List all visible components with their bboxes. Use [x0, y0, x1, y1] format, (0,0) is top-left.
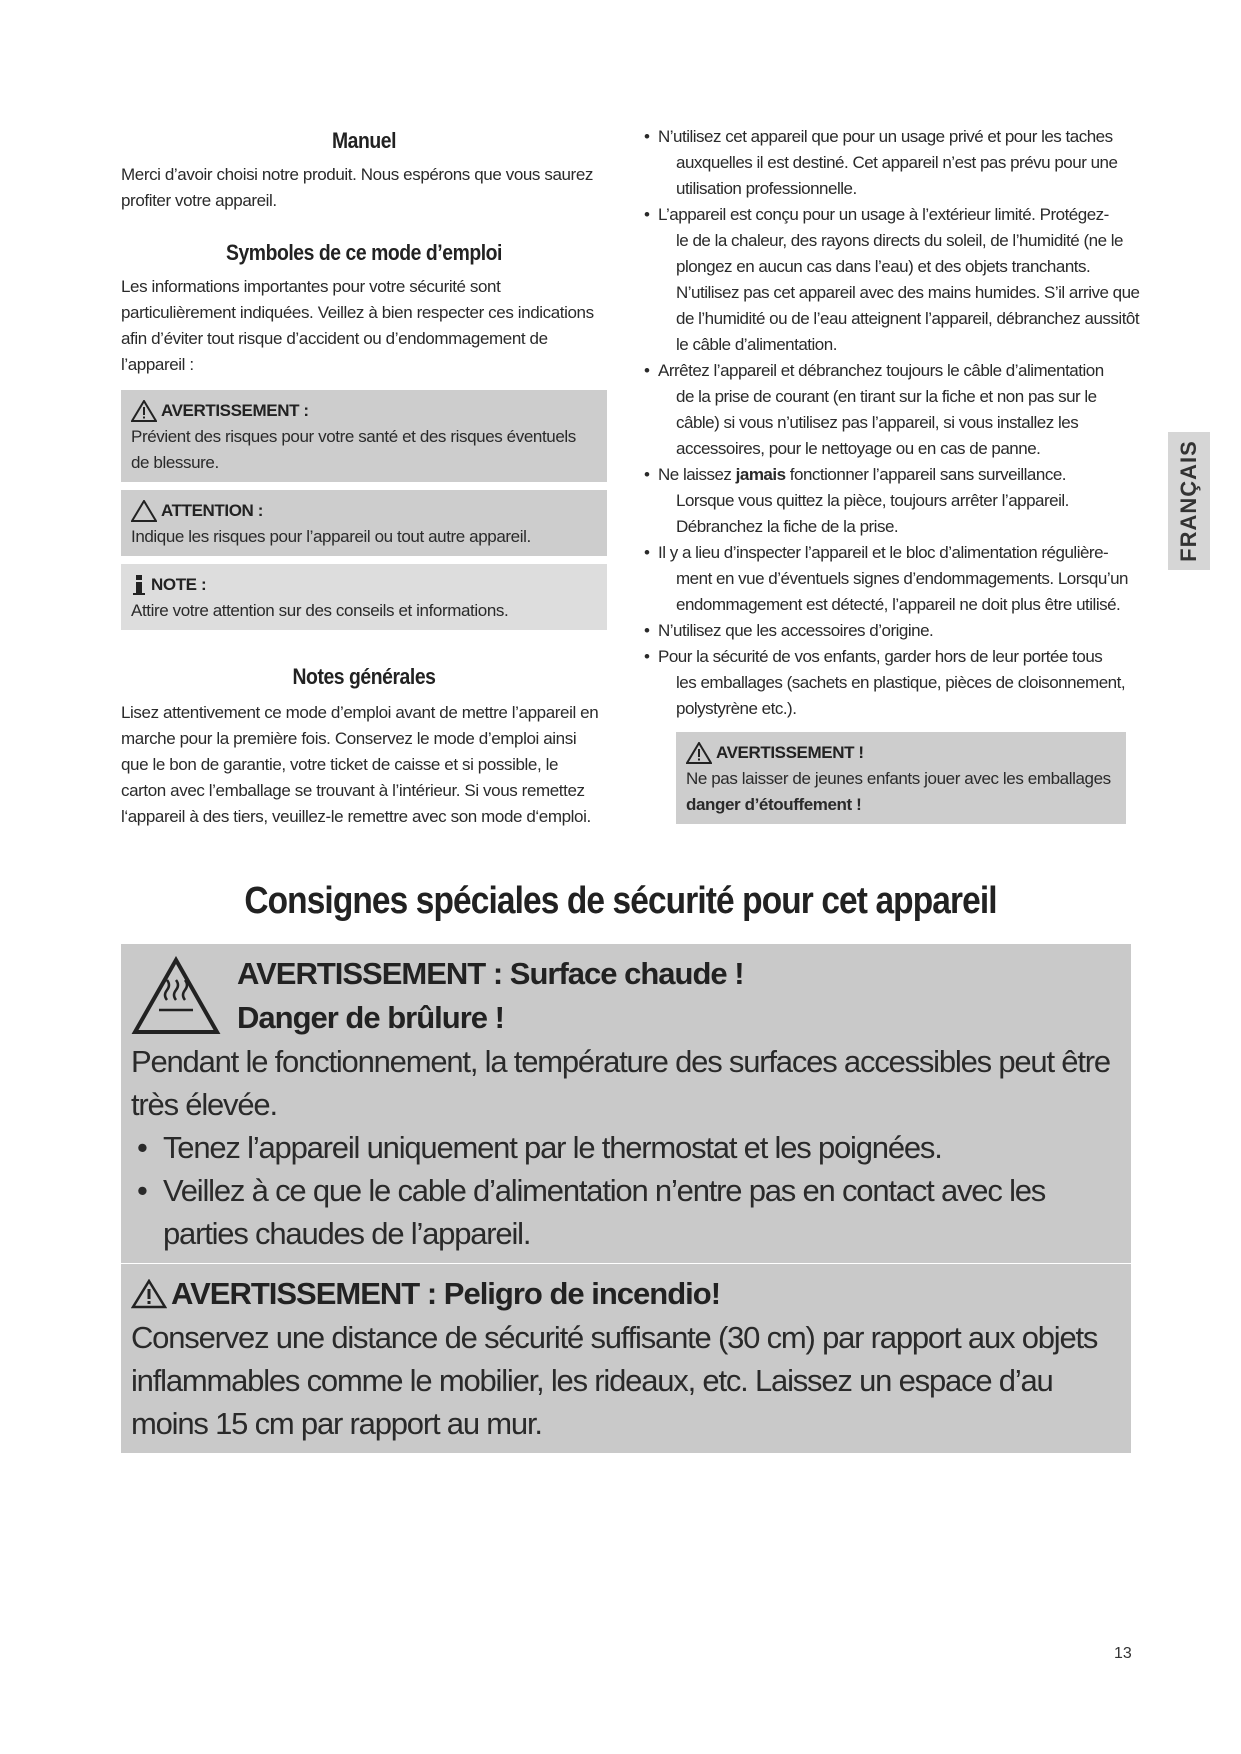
fire-warning-box	[121, 1264, 1131, 1453]
packaging-warning-text: Ne pas laisser de jeunes enfants jouer avec les emballages	[686, 769, 1111, 788]
hot-surface-head: AVERTISSEMENT : Surface chaude !	[237, 956, 744, 991]
left-column	[121, 128, 607, 830]
page-number: 13	[1114, 1645, 1132, 1662]
manual-title: Manuel	[331, 128, 397, 153]
attention-triangle-icon	[131, 500, 157, 522]
hot-surface-icon	[131, 956, 221, 1036]
burn-danger-head: Danger de brûlure !	[237, 1000, 504, 1035]
general-notes-text: Lisez attentivement ce mode d’emploi avant de mettre l’appareil en marche pour la première fois. Conservez le mode d’emploi ainsi que le bon de garantie, votre ticket de caisse et si possible, le carton avec l’emballage se trouvant à l’intérieur. Si vous remettez l‘appareil à des tiers, veuillez-le remettre avec son mode d‘emploi.	[121, 703, 599, 826]
packaging-warning-box	[676, 732, 1126, 824]
info-icon	[131, 574, 147, 596]
symbols-text: Les informations importantes pour votre sécurité sont particulièrement indiquées. Veillez à bien respecter ces indications afin d’éviter tout risque d’accident ou d’endommagement de l’appareil :	[121, 277, 594, 374]
warning-triangle-icon	[131, 400, 157, 422]
list-item: • Pour la sécurité de vos enfants, garder hors de leur portée tous les emballages (sachets en plastique, pièces de cloisonnement, polystyrène etc.).	[644, 647, 1126, 718]
fire-warning-head: AVERTISSEMENT : Peligro de incendio!	[171, 1276, 721, 1311]
warning-text: Prévient des risques pour votre santé et des risques éventuels de blessure.	[131, 427, 576, 472]
note-text: Attire votre attention sur des conseils et informations.	[131, 601, 509, 620]
general-notes-title: Notes générales	[292, 664, 436, 689]
language-label: FRANÇAIS	[1176, 440, 1202, 562]
note-box	[121, 564, 607, 630]
list-item: • Veillez à ce que le cable d’alimentation n’entre pas en contact avec les parties chaudes de l’appareil.	[137, 1173, 1046, 1251]
packaging-warning-head: AVERTISSEMENT !	[716, 743, 864, 762]
hot-surface-text: Pendant le fonctionnement, la température des surfaces accessibles peut être très élevée.	[131, 1044, 1110, 1122]
warning-head: AVERTISSEMENT :	[161, 401, 309, 420]
attention-head: ATTENTION :	[161, 501, 263, 520]
list-item: • Tenez l’appareil uniquement par le thermostat et les poignées.	[137, 1130, 942, 1165]
manual-text: Merci d’avoir choisi notre produit. Nous espérons que vous saurez profiter votre appareil.	[121, 165, 593, 210]
symbols-title: Symboles de ce mode d’emploi	[225, 240, 503, 265]
attention-box	[121, 490, 607, 556]
list-item: • Arrêtez l’appareil et débranchez toujours le câble d’alimentation de la prise de courant (en tirant sur la fiche et non pas sur le câble) si vous n’utilisez pas l’appareil, si vous installez les accessoires, pour le nettoyage ou en cas de panne.	[644, 361, 1104, 458]
hot-surface-box	[121, 944, 1131, 1263]
language-tab	[1168, 432, 1210, 570]
list-item: • N’utilisez cet appareil que pour un usage privé et pour les taches auxquelles il est destiné. Cet appareil n’est pas prévu pour une utilisation professionnelle.	[644, 127, 1118, 198]
note-head: NOTE :	[151, 575, 207, 594]
list-item: • N’utilisez que les accessoires d’origine.	[644, 621, 934, 640]
list-item: • Ne laissez jamais fonctionner l’appareil sans surveillance. Lorsque vous quittez la pièce, toujours arrêter l’appareil. Débranchez la fiche de la prise.	[644, 465, 1069, 536]
safety-title: Consignes spéciales de sécurité pour cet appareil	[244, 880, 997, 922]
right-column	[640, 128, 1140, 824]
warning-triangle-icon	[131, 1279, 167, 1309]
attention-text: Indique les risques pour l’appareil ou tout autre appareil.	[131, 527, 531, 546]
warning-box	[121, 390, 607, 482]
fire-warning-text: Conservez une distance de sécurité suffisante (30 cm) par rapport aux objets inflammables comme le mobilier, les rideaux, etc. Laissez un espace d’au moins 15 cm par rapport au mur.	[131, 1320, 1098, 1441]
list-item: • Il y a lieu d’inspecter l’appareil et le bloc d’alimentation régulière- ment en vue d’éventuels signes d’endommagements. Lorsqu’un endommagement est détecté, l’appareil ne doit plus être utilisé.	[644, 543, 1129, 614]
list-item: • L’appareil est conçu pour un usage à l’extérieur limité. Protégez- le de la chaleur, des rayons directs du soleil, de l’humidité (ne le plongez en aucun cas dans l’eau) et des objets tranchants. N’utilisez pas cet appareil avec des mains humides. S’il arrive que de l’humidité ou de l’eau atteignent l’appareil, débranchez aussitôt le câble d’alimentation.	[644, 205, 1140, 354]
warning-triangle-icon	[686, 742, 712, 764]
packaging-warning-bold: danger d’étouffement !	[686, 795, 862, 814]
safety-list	[640, 124, 1140, 722]
